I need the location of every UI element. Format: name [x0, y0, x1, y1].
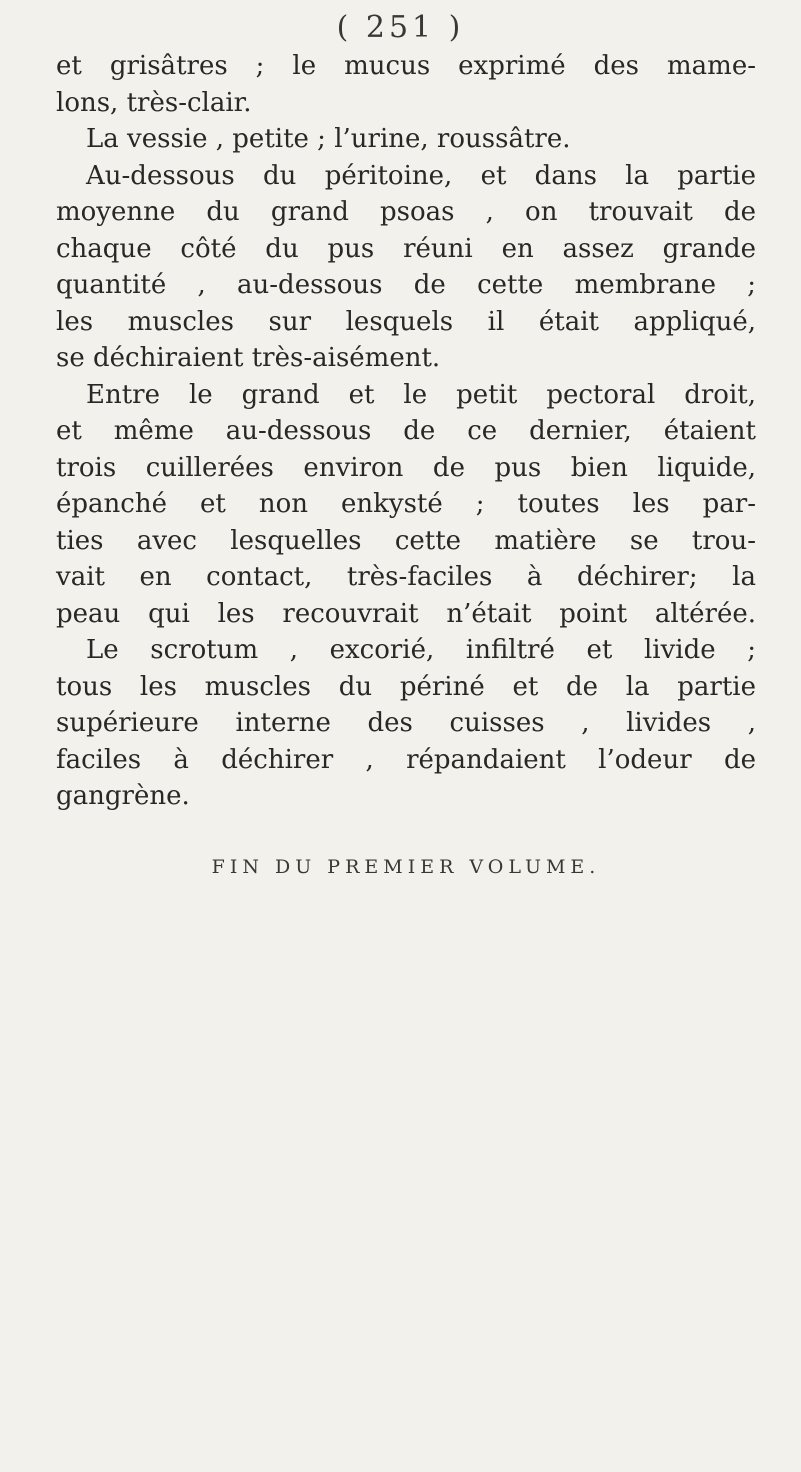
text-line: lons, très-clair. — [56, 87, 252, 118]
text-line: et grisâtres ; le mucus exprimé des mame- — [56, 51, 756, 81]
text-line: les muscles sur lesquels il était appliqué, — [56, 306, 756, 337]
text-line: Le scrotum , excorié, infiltré et livide ; — [86, 635, 756, 665]
text-line: tous les muscles du périné et de la partie — [56, 671, 756, 702]
text-line: chaque côté du pus réuni en assez grande — [56, 233, 756, 264]
text-line: moyenne du grand psoas , on trouvait de — [56, 197, 756, 227]
text-line: Entre le grand et le petit pectoral droit, — [86, 379, 756, 410]
text-line: Au-dessous du péritoine, et dans la partie — [86, 160, 756, 191]
text-line: trois cuillerées environ de pus bien liquide, — [56, 452, 756, 483]
text-line: gangrène. — [56, 781, 190, 811]
text-line: peau qui les recouvrait n’était point altérée. — [56, 598, 756, 629]
text-line: se déchiraient très-aisément. — [56, 343, 441, 373]
text-line: quantité , au-dessous de cette membrane ; — [56, 270, 756, 300]
text-line: ties avec lesquelles cette matière se trou- — [56, 525, 756, 556]
end-of-volume-note: FIN DU PREMIER VOLUME. — [211, 856, 601, 878]
text-line: supérieure interne des cuisses , livides , — [56, 708, 756, 738]
page-number: ( 251 ) — [336, 10, 465, 45]
text-line: faciles à déchirer , répandaient l’odeur de — [56, 744, 756, 775]
text-line: vait en contact, très-faciles à déchirer; la — [56, 562, 756, 592]
body-text — [56, 48, 756, 815]
text-line: et même au-dessous de ce dernier, étaient — [56, 416, 756, 446]
text-line: épanché et non enkysté ; toutes les par- — [56, 489, 756, 519]
text-line: La vessie , petite ; l’urine, roussâtre. — [86, 124, 571, 154]
